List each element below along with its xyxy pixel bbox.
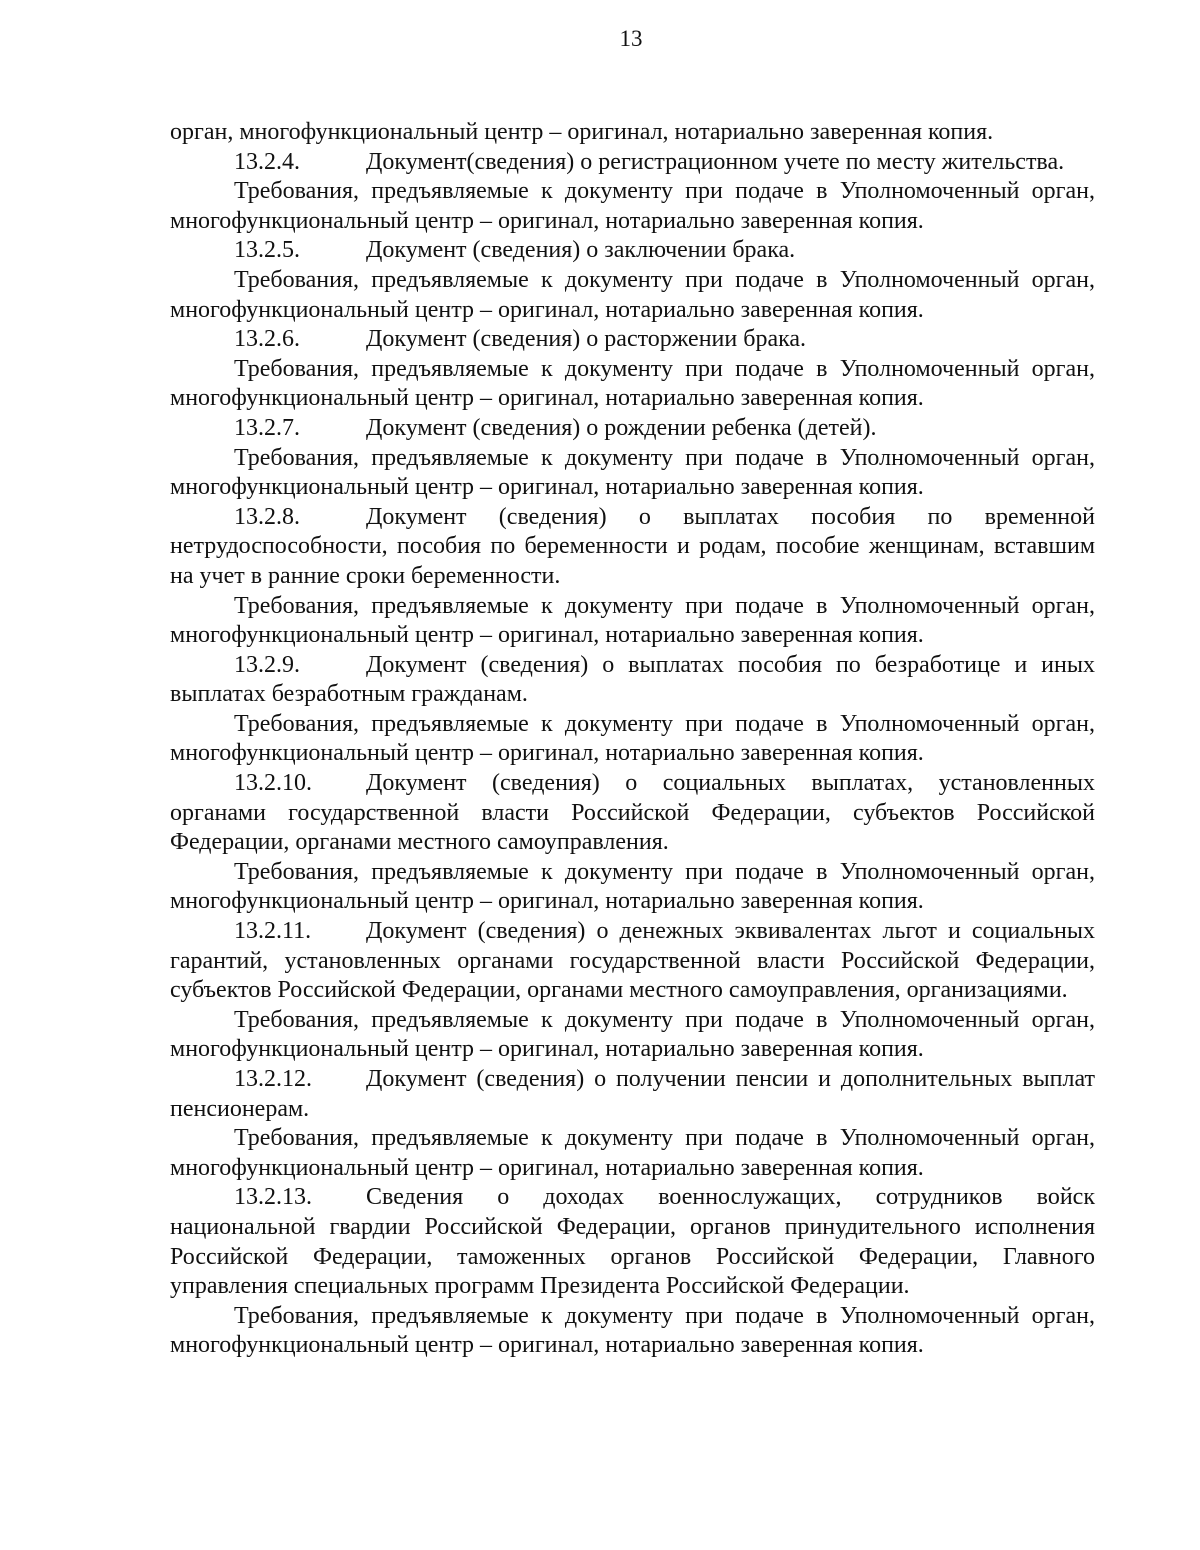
requirement-paragraph: Требования, предъявляемые к документу при подаче в Уполномоченный орган, многофункциональный центр – оригинал, нотариально заверенная копия. xyxy=(170,1006,1095,1063)
section-13-2-12 xyxy=(170,1065,1095,1124)
continuation-line: орган, многофункциональный центр – оригинал, нотариально заверенная копия. xyxy=(170,119,994,145)
section-13-2-7 xyxy=(170,414,1095,444)
section-13-2-9 xyxy=(170,651,1095,710)
section-13-2-10 xyxy=(170,769,1095,858)
requirement-paragraph: Требования, предъявляемые к документу при подаче в Уполномоченный орган, многофункциональный центр – оригинал, нотариально заверенная копия. xyxy=(170,710,1095,767)
document-body xyxy=(170,118,1095,1361)
section-number: 13.2.9. xyxy=(234,651,300,678)
requirement-paragraph: Требования, предъявляемые к документу при подаче в Уполномоченный орган, многофункциональный центр – оригинал, нотариально заверенная копия. xyxy=(170,592,1095,649)
section-number: 13.2.4. xyxy=(234,148,300,175)
section-text: Документ (сведения) о социальных выплатах, установленных органами государственной власти Российской Федерации, субъектов Российской Федерации, органами местного самоуправления. xyxy=(170,770,1095,856)
section-13-2-11 xyxy=(170,917,1095,1006)
page-number: 13 xyxy=(619,26,643,51)
section-text: Документ (сведения) о рождении ребенка (детей). xyxy=(366,414,877,441)
section-text: Документ (сведения) о выплатах пособия по временной нетрудоспособности, пособия по беременности и родам, пособие женщинам, вставшим на учет в ранние сроки беременности. xyxy=(170,503,1095,589)
requirement-paragraph: Требования, предъявляемые к документу при подаче в Уполномоченный орган, многофункциональный центр – оригинал, нотариально заверенная копия. xyxy=(170,178,1095,234)
section-13-2-5 xyxy=(170,236,1095,266)
section-number: 13.2.10. xyxy=(234,770,312,797)
section-13-2-6 xyxy=(170,325,1095,355)
section-text: Документ (сведения) о выплатах пособия по безработице и иных выплатах безработным гражданам. xyxy=(170,651,1095,708)
section-number: 13.2.5. xyxy=(234,237,300,264)
section-text: Документ (сведения) о денежных эквивалентах льгот и социальных гарантий, установленных органами государственной власти Российской Федерации, субъектов Российской Федерации, органами местного самоуправления, организациями. xyxy=(170,918,1095,1004)
section-text: Документ (сведения) о получении пенсии и дополнительных выплат пенсионерам. xyxy=(170,1066,1095,1122)
requirement-paragraph: Требования, предъявляемые к документу при подаче в Уполномоченный орган, многофункциональный центр – оригинал, нотариально заверенная копия. xyxy=(170,1302,1095,1359)
requirement-paragraph: Требования, предъявляемые к документу при подаче в Уполномоченный орган, многофункциональный центр – оригинал, нотариально заверенная копия. xyxy=(170,444,1095,501)
requirement-paragraph: Требования, предъявляемые к документу при подаче в Уполномоченный орган, многофункциональный центр – оригинал, нотариально заверенная копия. xyxy=(170,858,1095,915)
section-text: Документ (сведения) о расторжении брака. xyxy=(366,326,807,353)
section-number: 13.2.8. xyxy=(234,503,300,530)
section-13-2-8 xyxy=(170,503,1095,592)
section-13-2-4 xyxy=(170,148,1095,178)
section-number: 13.2.6. xyxy=(234,326,300,353)
section-13-2-13 xyxy=(170,1183,1095,1301)
section-text: Документ (сведения) о заключении брака. xyxy=(366,237,796,264)
section-text: Документ(сведения) о регистрационном учете по месту жительства. xyxy=(366,148,1065,175)
section-number: 13.2.7. xyxy=(234,414,300,441)
section-number: 13.2.11. xyxy=(234,918,312,945)
section-text: Сведения о доходах военнослужащих, сотрудников войск национальной гвардии Российской Федерации, органов принудительного исполнения Российской Федерации, таможенных органов Российской Федерации, Главного управления специальных программ Президента Российской Федерации. xyxy=(170,1184,1095,1300)
section-number: 13.2.13. xyxy=(234,1184,312,1211)
section-number: 13.2.12. xyxy=(234,1066,312,1092)
requirement-paragraph: Требования, предъявляемые к документу при подаче в Уполномоченный орган, многофункциональный центр – оригинал, нотариально заверенная копия. xyxy=(170,266,1095,323)
requirement-paragraph: Требования, предъявляемые к документу при подаче в Уполномоченный орган, многофункциональный центр – оригинал, нотариально заверенная копия. xyxy=(170,355,1095,412)
requirement-paragraph: Требования, предъявляемые к документу при подаче в Уполномоченный орган, многофункциональный центр – оригинал, нотариально заверенная копия. xyxy=(170,1125,1095,1181)
